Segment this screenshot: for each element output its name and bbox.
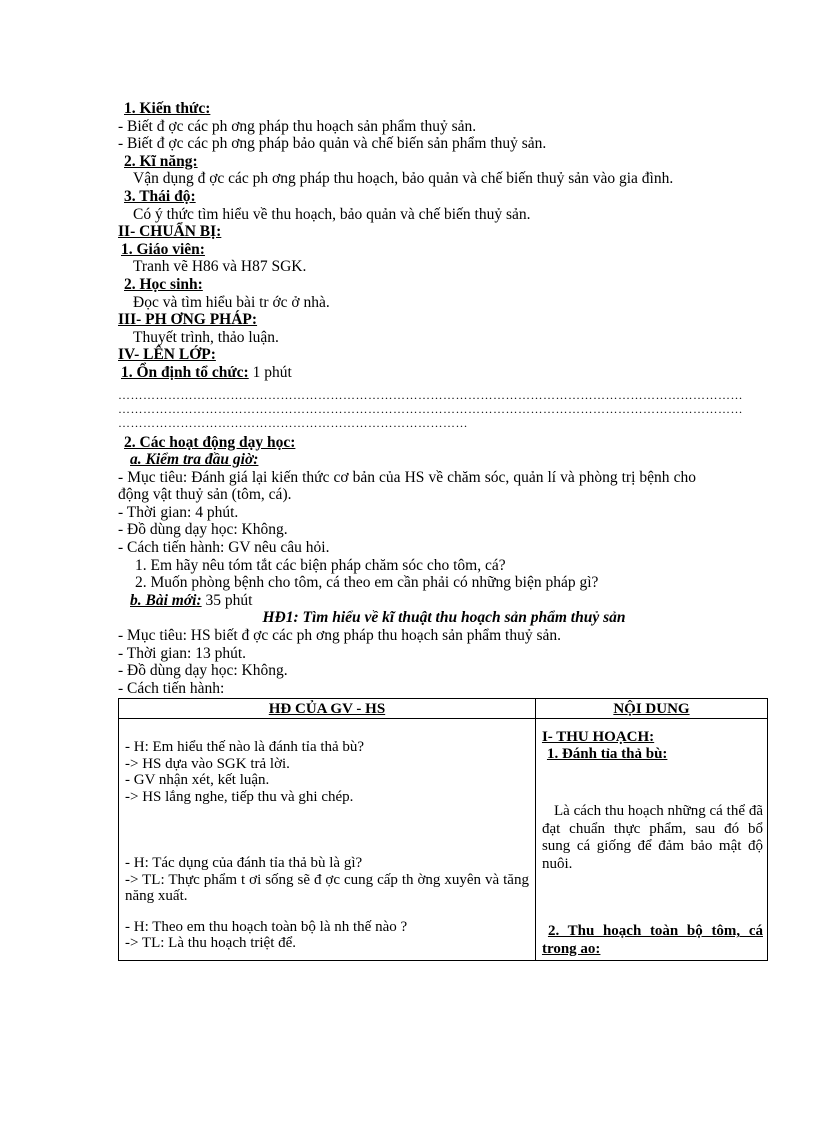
activity-line-2: -> HS dựa vào SGK trả lời. [125,755,290,772]
activity-line-7: - H: Theo em thu hoạch toàn bộ là nh thế nào ? [125,918,408,935]
lesson-heading: IV- LÊN LỚP: [118,346,216,364]
activity-1-time: - Thời gian: 13 phút. [118,644,247,662]
new-lesson [118,592,770,610]
teacher-heading: 1. Giáo viên: [121,240,205,258]
activity-line-1: - H: Em hiểu thế nào là đánh tỉa thả bù? [125,739,365,756]
content-heading-selective: 1. Đánh tỉa thả bù: [546,746,668,763]
knowledge-heading: 1. Kiến thức: [124,100,211,117]
knowledge-item-1: - Biết đ ợc các ph ơng pháp thu hoạch sản phẩm thuỷ sản. [118,117,477,135]
lesson-plan-page [118,100,770,961]
knowledge-item-2: - Biết đ ợc các ph ơng pháp bảo quản và chế biến sản phẩm thuỷ sản. [118,135,547,153]
content-heading-full-harvest: 2. Thu hoạch toàn bộ tôm, cá trong ao: [541,923,763,957]
dotted-line-3: ………………………………………………………………………… [118,415,468,430]
table-row [119,719,768,961]
activity-line-3: - GV nhận xét, kết luận. [125,772,270,789]
method-text: Thuyết trình, thảo luận. [133,328,279,346]
dotted-line-1: …………………………………………………………………………………………………………………………………… [118,387,743,402]
activity-1-materials: - Đồ dùng dạy học: Không. [118,662,288,680]
table-header-activities: HĐ CỦA GV - HS [119,699,536,719]
activity-table [118,698,768,961]
table-header-content: NỘI DUNG [535,699,767,719]
attitude-text: Có ý thức tìm hiểu về thu hoạch, bảo quản và chế biến thuỷ sản. [133,205,531,223]
activity-1-objective: - Mục tiêu: HS biết đ ợc các ph ơng pháp thu hoạch sản phẩm thuỷ sản. [118,627,561,645]
activity-1-title: HĐ1: Tìm hiểu về kĩ thuật thu hoạch sản phẩm thuỷ sản [262,609,626,627]
skills-text: Vận dụng đ ợc các ph ơng pháp thu hoạch, bảo quản và chế biến thuỷ sản vào gia đình. [133,170,674,188]
activities-heading: 2. Các hoạt động dạy học: [124,433,296,451]
student-heading: 2. Học sinh: [124,275,203,293]
activity-line-5: - H: Tác dụng của đánh tỉa thả bù là gì? [125,855,363,872]
new-lesson-time: 35 phút [205,591,253,609]
warmup-materials: - Đồ dùng dạy học: Không. [118,521,288,539]
warmup-question-2: 2. Muốn phòng bệnh cho tôm, cá theo em cần phải có những biện pháp gì? [135,574,599,592]
content-text-selective: Là cách thu hoạch những cá thể đã đạt chuẩn thực phẩm, sau đó bổ sung cá giống để đảm bảo mật độ nuôi. [541,803,763,872]
new-lesson-heading: b. Bài mới: [130,591,202,609]
dotted-line-2: …………………………………………………………………………………………………………………………………… [118,401,743,416]
preparation-heading: II- CHUẨN BỊ: [118,223,222,241]
activity-line-8: -> TL: Là thu hoạch triệt để. [125,935,297,952]
warmup-time: - Thời gian: 4 phút. [118,503,239,521]
content-heading-harvest: I- THU HOẠCH: [541,729,655,746]
teacher-text: Tranh vẽ H86 và H87 SGK. [133,258,307,276]
warmup-procedure: - Cách tiến hành: GV nêu câu hỏi. [118,539,330,557]
warmup-objective: - Mục tiêu: Đánh giá lại kiến thức cơ bản của HS về chăm sóc, quản lí và phòng trị bệnh cho động vật thuỷ sản (tôm, cá). [118,468,696,504]
activity-line-4: -> HS lắng nghe, tiếp thu và ghi chép. [125,788,354,805]
attitude-heading: 3. Thái độ: [124,187,196,205]
class-organization-time: 1 phút [252,363,292,381]
activity-line-6: -> TL: Thực phẩm t ơi sống sẽ đ ợc cung cấp th ờng xuyên và tăng năng xuất. [125,871,529,905]
warmup-heading: a. Kiểm tra đầu giờ: [130,451,259,469]
activity-1-procedure: - Cách tiến hành: [118,679,225,697]
content-cell [535,719,767,961]
class-organization-heading: 1. Ổn định tổ chức: [121,363,249,381]
teacher-student-activities-cell [119,719,536,961]
student-text: Đọc và tìm hiểu bài tr ớc ở nhà. [133,293,330,311]
method-heading: III- PH ƠNG PHÁP: [118,311,258,329]
table-header-row [119,699,768,719]
skills-heading: 2. Kĩ năng: [124,152,198,170]
class-organization [118,364,770,382]
warmup-question-1: 1. Em hãy nêu tóm tắt các biện pháp chăm sóc cho tôm, cá? [135,556,506,574]
